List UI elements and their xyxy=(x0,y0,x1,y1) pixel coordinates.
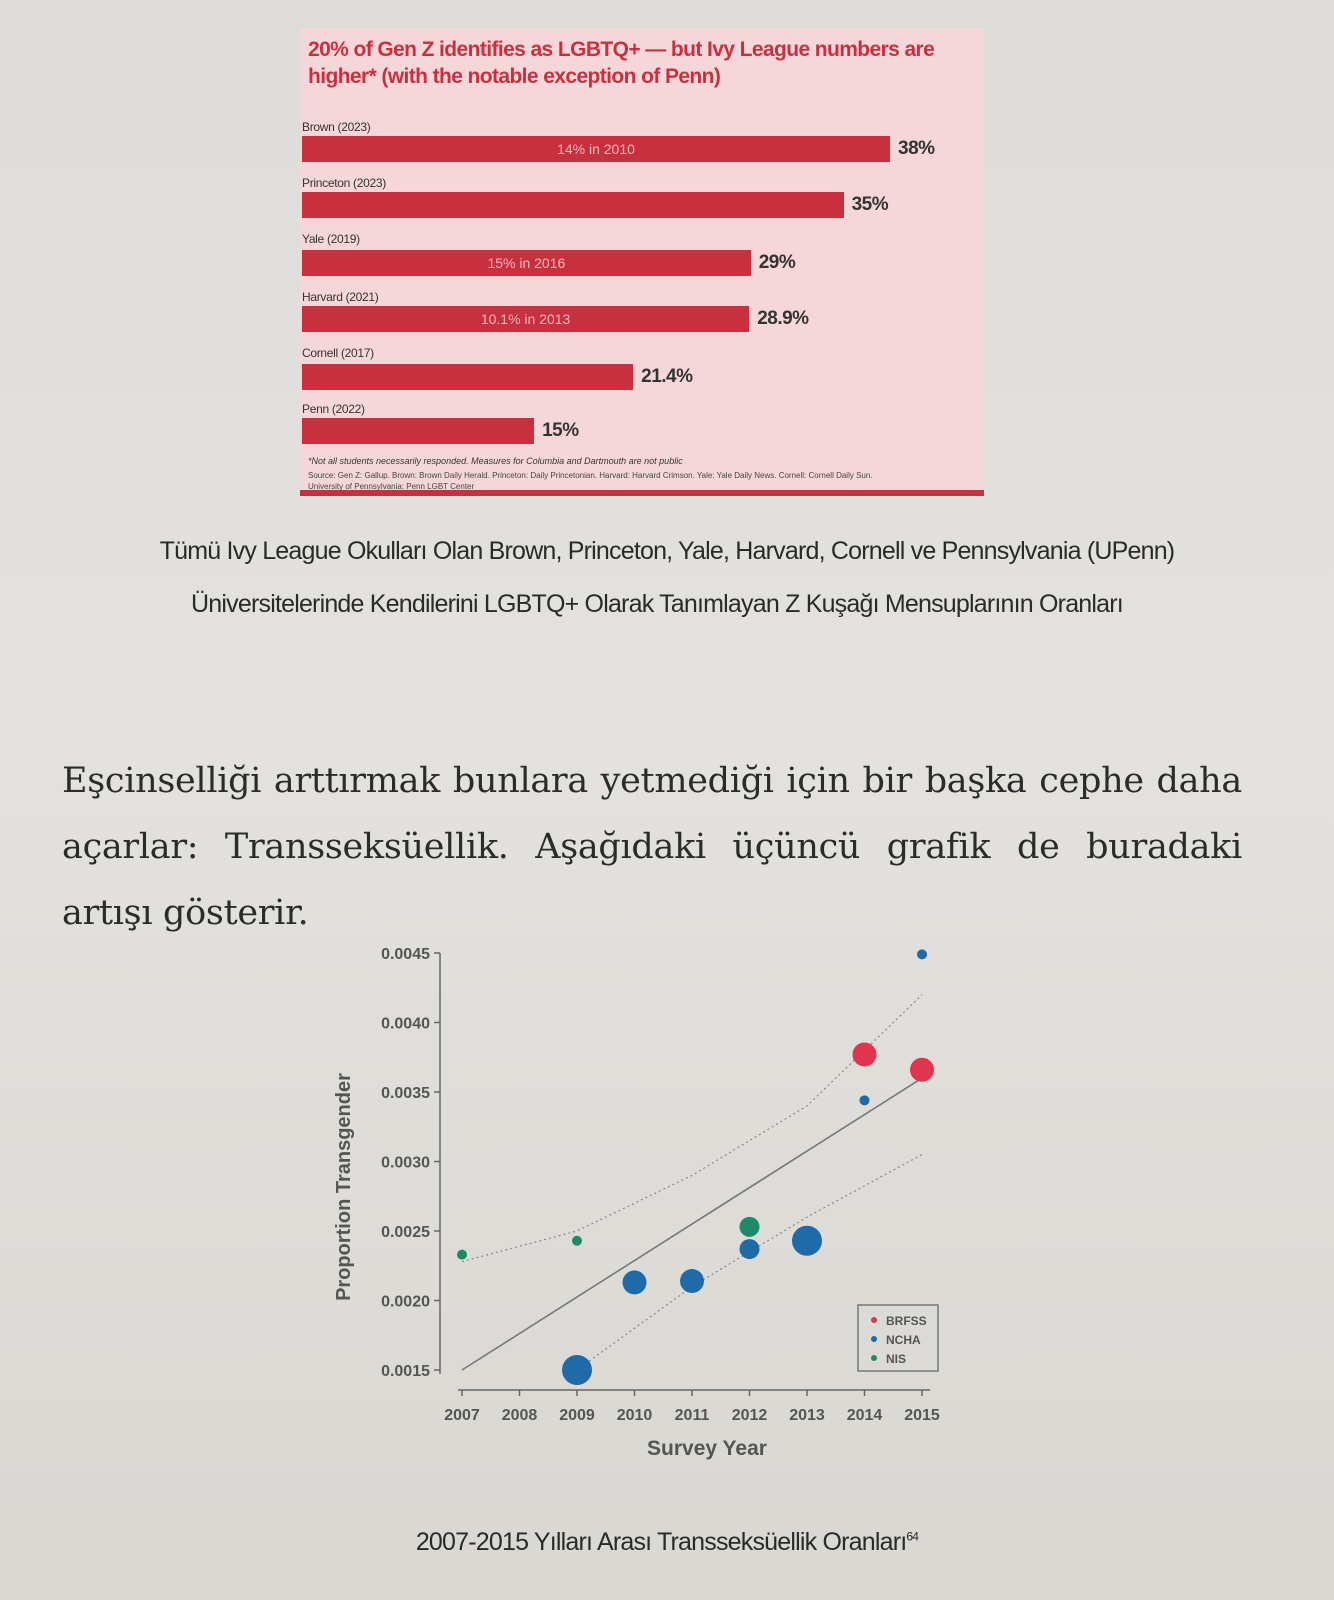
data-point-nis xyxy=(457,1250,467,1260)
y-tick-label: 0.0040 xyxy=(381,1015,430,1033)
data-point-ncha xyxy=(562,1355,592,1385)
x-tick-label: 2011 xyxy=(674,1407,710,1424)
bar-value-label: 35% xyxy=(851,194,889,215)
x-axis-label: Survey Year xyxy=(647,1437,767,1460)
x-tick-label: 2015 xyxy=(904,1407,940,1424)
figure-caption-line-2: Üniversitelerinde Kendilerini LGBTQ+ Olarak Tanımlayan Z Kuşağı Mensuplarının Oranları xyxy=(191,590,1123,618)
caption-2-text: 2007-2015 Yılları Arası Transseksüellik Oranları xyxy=(415,1528,907,1556)
data-point-brfss xyxy=(910,1058,934,1082)
scatter-chart xyxy=(320,945,980,1475)
bar: 10.1% in 2013 xyxy=(302,306,749,332)
legend-marker-brfss xyxy=(871,1317,877,1323)
bar-value-label: 15% xyxy=(542,420,579,441)
body-paragraph: Eşcinselliği arttırmak bunlara yetmediği için bir başka cephe daha açarlar: Transseksüellik. Aşağıdaki üçüncü grafik de buradaki artışı gösterir. xyxy=(62,761,1242,933)
regression-line xyxy=(462,1078,922,1370)
data-points xyxy=(457,949,934,1385)
figure-caption-2 xyxy=(0,1528,1334,1557)
footnote-reference: 64 xyxy=(906,1529,919,1544)
bar-label: Cornell (2017) xyxy=(302,346,374,360)
legend-label: NCHA xyxy=(886,1333,921,1347)
bar: 15% in 2016 xyxy=(302,250,751,276)
x-tick-label: 2007 xyxy=(444,1407,480,1424)
bar xyxy=(302,364,633,390)
data-point-ncha xyxy=(917,949,927,959)
bar-chart-title: 20% of Gen Z identifies as LGBTQ+ — but Ivy League numbers are higher* (with the notable exception of Penn) xyxy=(308,38,935,88)
x-tick-label: 2012 xyxy=(731,1407,768,1424)
bar-chart-footnote: *Not all students necessarily responded. Measures for Columbia and Dartmouth are not public xyxy=(308,456,683,466)
data-point-brfss xyxy=(853,1042,877,1066)
x-tick-label: 2008 xyxy=(501,1407,538,1424)
data-point-ncha xyxy=(680,1269,704,1293)
data-point-nis xyxy=(572,1236,582,1246)
bar-label: Brown (2023) xyxy=(302,120,371,134)
bar-label: Yale (2019) xyxy=(302,232,360,246)
legend-marker-nis xyxy=(871,1355,877,1361)
y-tick-label: 0.0030 xyxy=(381,1154,430,1172)
y-tick-label: 0.0015 xyxy=(381,1363,430,1380)
bar-value-label: 29% xyxy=(758,252,796,273)
x-tick-label: 2010 xyxy=(616,1407,653,1424)
bar-value-label: 28.9% xyxy=(757,308,809,329)
y-tick-label: 0.0035 xyxy=(381,1085,430,1102)
data-point-nis xyxy=(740,1217,760,1237)
y-tick-label: 0.0020 xyxy=(381,1293,430,1311)
chart-axes xyxy=(381,946,940,1424)
trend-line xyxy=(462,1078,922,1370)
confidence-band-upper xyxy=(462,995,922,1262)
x-tick-label: 2009 xyxy=(559,1407,595,1424)
bar-value-label: 38% xyxy=(898,138,935,159)
data-point-ncha xyxy=(740,1239,760,1259)
y-tick-label: 0.0045 xyxy=(381,946,430,963)
y-tick-label: 0.0025 xyxy=(381,1224,430,1241)
bar-label: Harvard (2021) xyxy=(302,290,379,304)
figure-caption-line-1: Tümü Ivy League Okulları Olan Brown, Princeton, Yale, Harvard, Cornell ve Pennsylvania (UPenn) xyxy=(159,537,1175,565)
bar-label: Princeton (2023) xyxy=(302,176,386,190)
y-axis-label: Proportion Transgender xyxy=(333,1073,355,1301)
legend-marker-ncha xyxy=(871,1336,877,1342)
data-point-ncha xyxy=(623,1270,647,1294)
bar xyxy=(302,192,844,218)
bar-chart-panel xyxy=(300,28,984,496)
data-point-ncha xyxy=(792,1226,822,1256)
bar xyxy=(302,418,534,444)
chart-legend xyxy=(858,1305,938,1371)
confidence-band xyxy=(462,995,922,1370)
bar-value-label: 21.4% xyxy=(641,366,693,387)
x-tick-label: 2014 xyxy=(846,1407,883,1424)
x-tick-label: 2013 xyxy=(789,1407,825,1424)
bar-label: Penn (2022) xyxy=(302,402,365,416)
data-point-ncha xyxy=(860,1095,870,1105)
bar-chart-source: Source: Gen Z: Gallup. Brown: Brown Daily Herald. Princeton: Daily Princetonian. Harvard: Harvard Crimson. Yale: Yale Daily News. Cornell: Cornell Daily Sun. University of Pennsylvania: Penn LGBT Center xyxy=(308,471,873,491)
bar: 14% in 2010 xyxy=(302,136,890,162)
legend-label: BRFSS xyxy=(886,1314,927,1328)
legend-label: NIS xyxy=(886,1352,907,1366)
